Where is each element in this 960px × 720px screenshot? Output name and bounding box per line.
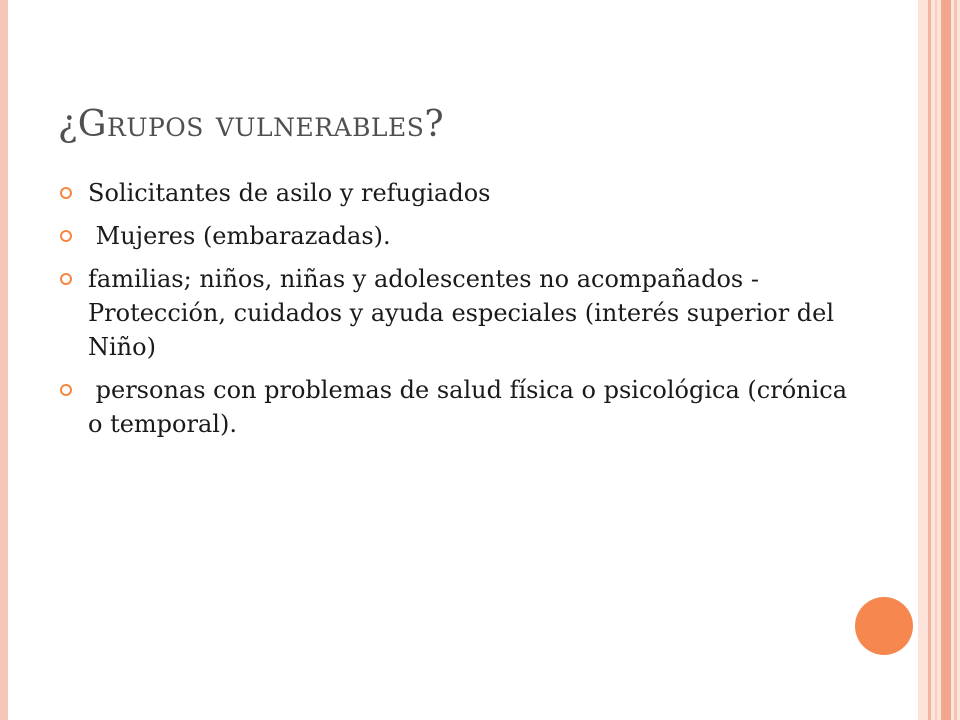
bullet-text: personas con problemas de salud física o psicológica (crónica o temporal). (88, 376, 855, 438)
slide-title: ¿Grupos vulnerables? (58, 104, 445, 145)
decorative-circle (855, 597, 913, 655)
bullet-text: familias; niños, niñas y adolescentes no acompañados -Protección, cuidados y ayuda especiales (interés superior del Niño) (88, 265, 842, 361)
left-border-decoration (0, 0, 8, 720)
right-stripe (954, 0, 957, 720)
bullet-item (58, 219, 848, 253)
bullet-item (58, 373, 855, 441)
ring-bullet-icon (60, 273, 72, 285)
ring-bullet-icon (60, 187, 72, 199)
right-stripe (928, 0, 931, 720)
bullet-item (58, 262, 848, 364)
right-stripe (935, 0, 937, 720)
bullet-text: Solicitantes de asilo y refugiados (88, 179, 491, 207)
bullet-text: Mujeres (embarazadas). (88, 222, 391, 250)
ring-bullet-icon (60, 384, 72, 396)
ring-bullet-icon (60, 230, 72, 242)
right-stripe (941, 0, 951, 720)
bullet-item (58, 176, 848, 210)
bullet-list (58, 176, 855, 450)
